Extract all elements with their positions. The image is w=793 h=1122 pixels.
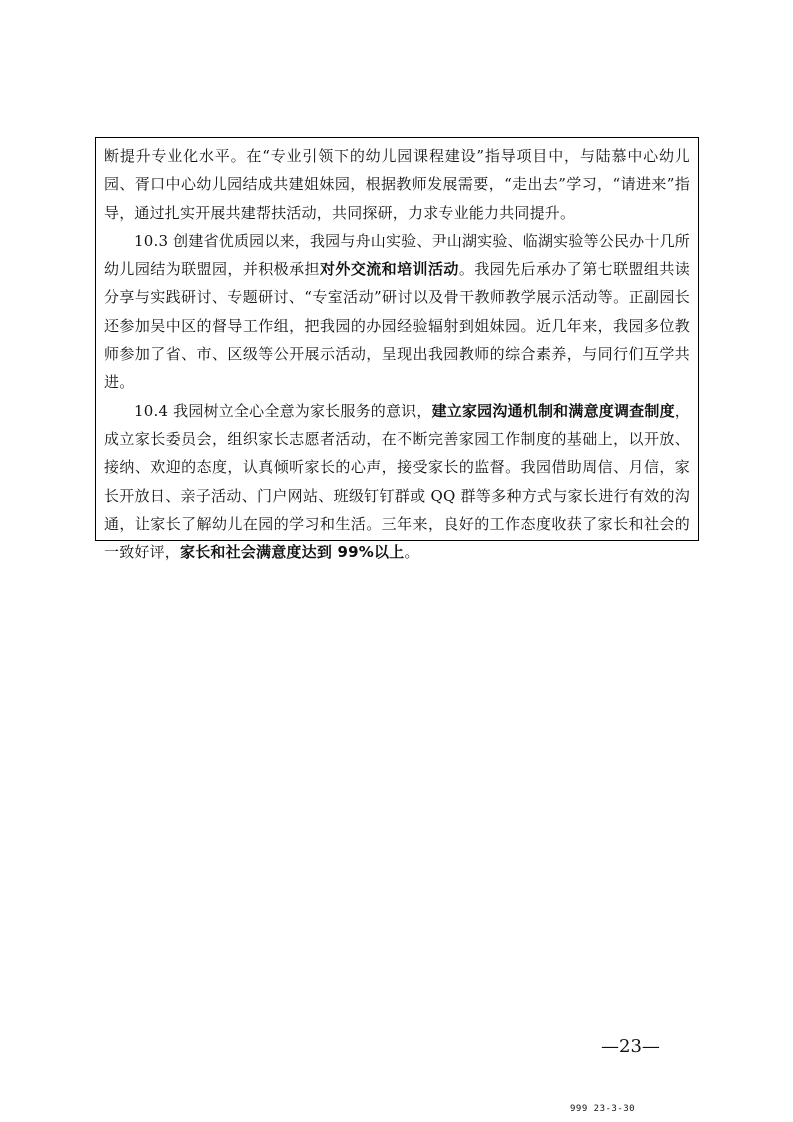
paragraph-10-4-bold-a: 建立家园沟通机制和满意度调查制度: [431, 401, 675, 420]
paragraph-10-4-text-c: 。: [404, 543, 420, 562]
paragraph-10-3: [104, 227, 690, 397]
footer-code: 999 23-3-30: [570, 1104, 636, 1114]
paragraph-1-text: 断提升专业化水平。在“专业引领下的幼儿园课程建设”指导项目中，与陆慕中心幼儿园、胥口中心幼儿园结成共建姐妹园，根据教师发展需要，“走出去”学习，“请进来”指导，通过扎实开展共建帮扶活动，共同探研，力求专业能力共同提升。: [104, 147, 690, 222]
page-number: —23—: [601, 1036, 660, 1057]
paragraph-10-4-bold-b: 家长和社会满意度达到 99%以上: [180, 543, 405, 562]
paragraph-10-4-text-b: ，成立家长委员会，组织家长志愿者活动，在不断完善家园工作制度的基础上，以开放、接纳、欢迎的态度，认真倾听家长的心声，接受家长的监督。我园借助周信、月信，家长开放日、亲子活动、门户网站、班级钉钉群或 QQ 群等多种方式与家长进行有效的沟通，让家长了解幼儿在园的学习和生活。三年来，良好的工作态度收获了家长和社会的一致好评，: [104, 401, 690, 562]
paragraph-1: [104, 142, 690, 227]
paragraph-10-4: [104, 397, 690, 567]
paragraph-10-3-text-b: 。我园先后承办了第七联盟组共读分享与实践研讨、专题研讨、“专室活动”研讨以及骨干教师教学展示活动等。正副园长还参加吴中区的督导工作组，把我园的办园经验辐射到姐妹园。近几年来，我园多位教师参加了省、市、区级等公开展示活动，呈现出我园教师的综合素养，与同行们互学共进。: [104, 260, 690, 392]
paragraph-10-3-bold-a: 对外交流和培训活动: [319, 260, 459, 279]
paragraph-10-4-text-a: 10.4 我园树立全心全意为家长服务的意识，: [134, 401, 432, 420]
content-box: [95, 137, 699, 562]
paragraph-10-3-text-a: 10.3 创建省优质园以来，我园与舟山实验、尹山湖实验、临湖实验等公民办十几所幼儿园结为联盟园，并积极承担: [104, 231, 690, 279]
